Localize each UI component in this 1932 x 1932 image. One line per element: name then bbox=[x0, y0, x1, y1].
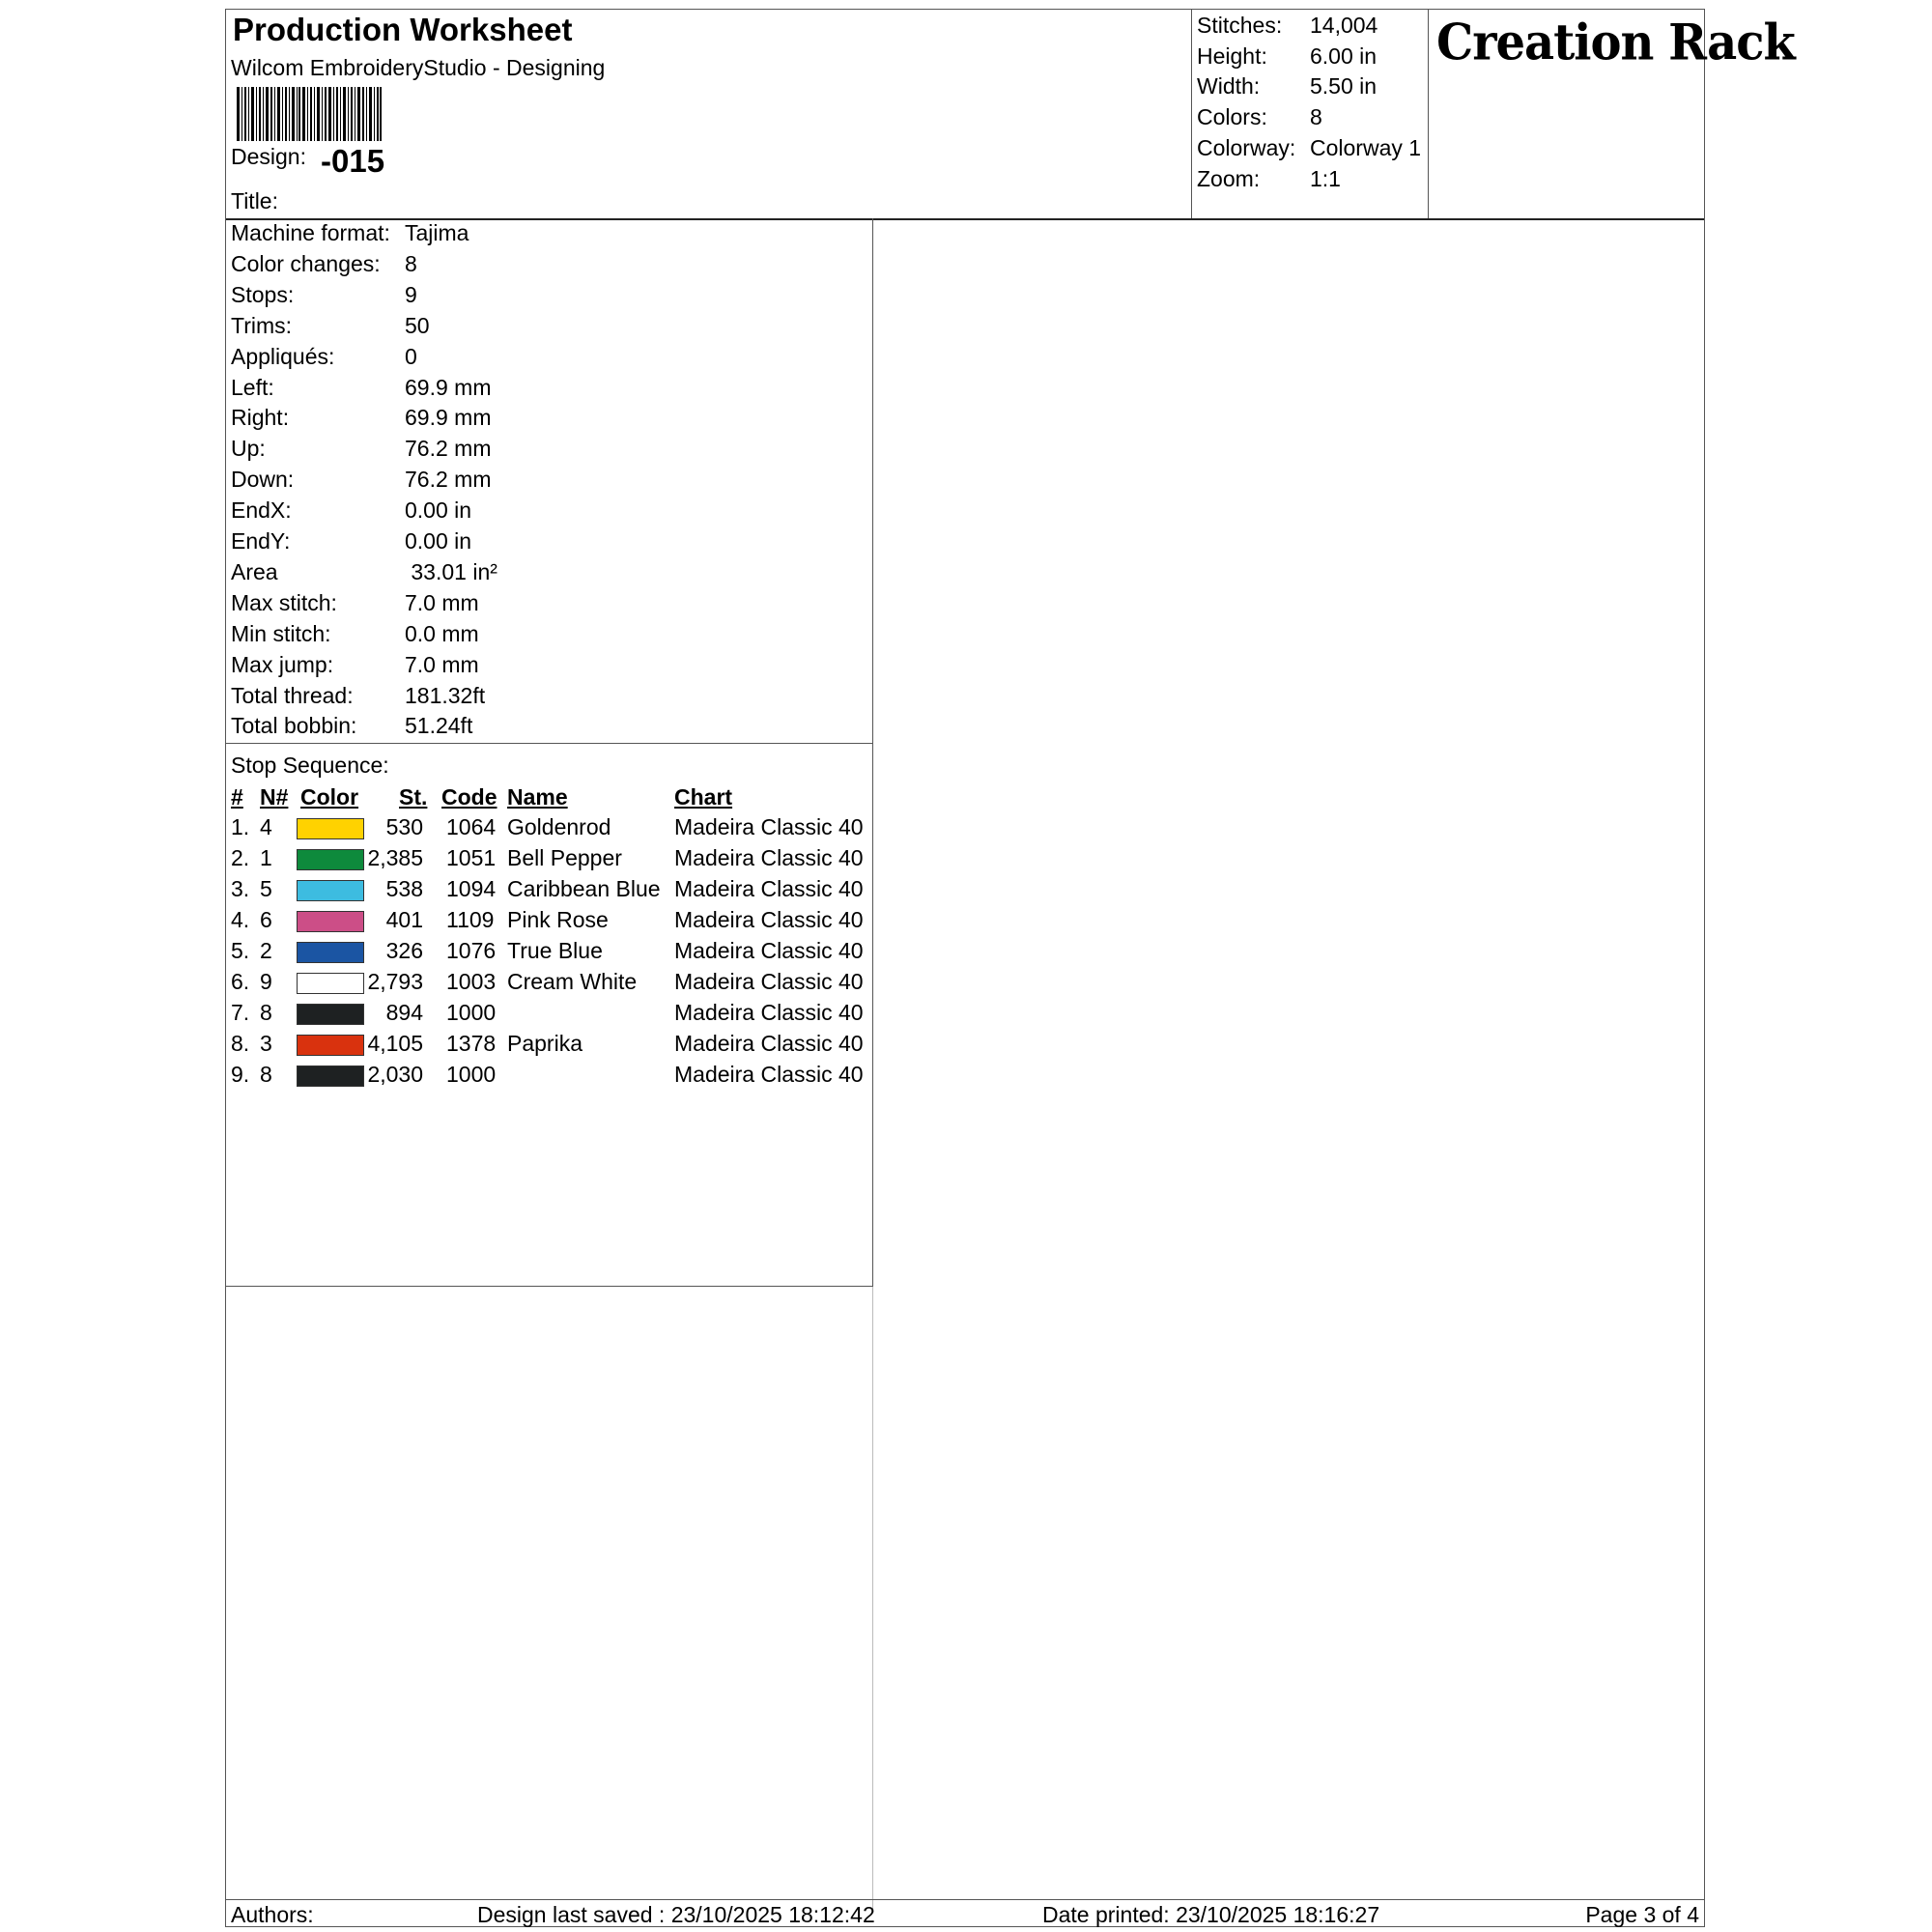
info-value: 8 bbox=[405, 250, 417, 276]
thread-name: Paprika bbox=[507, 1031, 582, 1056]
color-swatch bbox=[297, 1065, 364, 1087]
col-header-name: Name bbox=[507, 784, 568, 810]
info-value: 51.24ft bbox=[405, 713, 473, 739]
thread-chart: Madeira Classic 40 bbox=[674, 969, 864, 994]
stop-index: 4. bbox=[231, 907, 250, 932]
thread-chart: Madeira Classic 40 bbox=[674, 1000, 864, 1025]
col-header-index: # bbox=[231, 784, 243, 810]
info-value: 76.2 mm bbox=[405, 436, 492, 462]
page-footer bbox=[226, 1899, 1704, 1928]
info-label: Machine format: bbox=[231, 220, 390, 245]
needle-number: 8 bbox=[260, 1062, 272, 1087]
footer-date-printed: Date printed: 23/10/2025 18:16:27 bbox=[1042, 1902, 1380, 1927]
needle-number: 9 bbox=[260, 969, 272, 994]
stitch-count: 530 bbox=[385, 814, 423, 839]
info-label: Trims: bbox=[231, 312, 293, 338]
design-summary: Stitches: 14,004 Height: 6.00 in Width: 5.50 in Colors: 8 Colorway: Colorway 1 Zoom: 1:1 bbox=[1191, 10, 1428, 218]
stop-index: 2. bbox=[231, 845, 250, 870]
stop-index: 6. bbox=[231, 969, 250, 994]
worksheet-page bbox=[225, 9, 1795, 1927]
color-swatch bbox=[297, 880, 364, 901]
info-label: Min stitch: bbox=[231, 620, 331, 646]
info-value: 7.0 mm bbox=[405, 651, 479, 677]
needle-number: 5 bbox=[260, 876, 272, 901]
col-header-chart: Chart bbox=[674, 784, 733, 810]
needle-number: 8 bbox=[260, 1000, 272, 1025]
thread-code: 1109 bbox=[446, 907, 495, 932]
thread-chart: Madeira Classic 40 bbox=[674, 907, 864, 932]
brand-panel bbox=[1428, 10, 1795, 218]
thread-name: Pink Rose bbox=[507, 907, 609, 932]
thread-chart: Madeira Classic 40 bbox=[674, 876, 864, 901]
needle-number: 4 bbox=[260, 814, 272, 839]
info-value: 0 bbox=[405, 343, 417, 369]
thread-name: True Blue bbox=[507, 938, 603, 963]
thread-name: Caribbean Blue bbox=[507, 876, 661, 901]
color-swatch bbox=[297, 942, 364, 963]
color-swatch bbox=[297, 973, 364, 994]
info-label: Right: bbox=[231, 405, 290, 431]
info-label: EndY: bbox=[231, 528, 291, 554]
barcode-icon bbox=[237, 87, 382, 141]
info-value: 0.0 mm bbox=[405, 620, 479, 646]
stop-sequence-title: Stop Sequence: bbox=[231, 753, 389, 778]
stitch-count: 2,030 bbox=[367, 1062, 423, 1087]
needle-number: 2 bbox=[260, 938, 272, 963]
stitch-count: 538 bbox=[385, 876, 423, 901]
stop-index: 7. bbox=[231, 1000, 250, 1025]
info-label: EndX: bbox=[231, 497, 292, 524]
footer-authors: Authors: bbox=[231, 1902, 314, 1927]
thread-chart: Madeira Classic 40 bbox=[674, 1031, 864, 1056]
stitch-count: 401 bbox=[385, 907, 423, 932]
info-label: Stops: bbox=[231, 281, 295, 307]
info-label: Color changes: bbox=[231, 250, 381, 276]
stop-sequence-row bbox=[226, 845, 872, 874]
thread-name: Goldenrod bbox=[507, 814, 611, 839]
thread-chart: Madeira Classic 40 bbox=[674, 938, 864, 963]
stop-sequence-row bbox=[226, 876, 872, 905]
thread-chart: Madeira Classic 40 bbox=[674, 814, 864, 839]
info-value: 7.0 mm bbox=[405, 589, 479, 615]
brand-logo: Creation Rack bbox=[1436, 14, 1795, 72]
stitch-count: 326 bbox=[385, 938, 423, 963]
info-label: Total bobbin: bbox=[231, 713, 357, 739]
needle-number: 6 bbox=[260, 907, 272, 932]
stop-index: 3. bbox=[231, 876, 250, 901]
info-label: Total thread: bbox=[231, 682, 354, 708]
page-title: Production Worksheet bbox=[233, 12, 573, 47]
footer-page-number: Page 3 of 4 bbox=[1585, 1902, 1699, 1927]
stitch-count: 894 bbox=[385, 1000, 423, 1025]
thread-code: 1076 bbox=[446, 938, 497, 963]
info-value: 0.00 in bbox=[405, 497, 472, 524]
color-swatch bbox=[297, 1004, 364, 1025]
info-value: 0.00 in bbox=[405, 528, 472, 554]
info-value: 9 bbox=[405, 281, 417, 307]
stop-index: 8. bbox=[231, 1031, 250, 1056]
stop-index: 9. bbox=[231, 1062, 250, 1087]
thread-chart: Madeira Classic 40 bbox=[674, 845, 864, 870]
color-swatch bbox=[297, 911, 364, 932]
thread-code: 1378 bbox=[446, 1031, 497, 1056]
stop-sequence-row bbox=[226, 1031, 872, 1060]
stitch-count: 4,105 bbox=[367, 1031, 423, 1056]
info-label: Max jump: bbox=[231, 651, 334, 677]
software-subtitle: Wilcom EmbroideryStudio - Designing bbox=[231, 55, 606, 80]
thread-code: 1000 bbox=[446, 1062, 497, 1087]
stitch-count: 2,793 bbox=[367, 969, 423, 994]
footer-last-saved: Design last saved : 23/10/2025 18:12:42 bbox=[477, 1902, 875, 1927]
stop-sequence-row bbox=[226, 907, 872, 936]
thread-name: Bell Pepper bbox=[507, 845, 622, 870]
color-swatch bbox=[297, 849, 364, 870]
stop-sequence-row bbox=[226, 814, 872, 843]
info-value: 69.9 mm bbox=[405, 405, 492, 431]
worksheet-header bbox=[226, 10, 1795, 220]
info-label: Down: bbox=[231, 467, 295, 493]
info-value: 33.01 in² bbox=[405, 558, 497, 584]
thread-chart: Madeira Classic 40 bbox=[674, 1062, 864, 1087]
info-label: Appliqués: bbox=[231, 343, 335, 369]
design-number: -015 bbox=[321, 143, 385, 179]
stitch-count: 2,385 bbox=[367, 845, 423, 870]
stop-sequence-row bbox=[226, 969, 872, 998]
color-swatch bbox=[297, 818, 364, 839]
info-value: 69.9 mm bbox=[405, 374, 492, 400]
info-value: Tajima bbox=[405, 220, 469, 245]
needle-number: 3 bbox=[260, 1031, 272, 1056]
col-header-color: Color bbox=[300, 784, 359, 810]
info-value: 181.32ft bbox=[405, 682, 486, 708]
info-label: Up: bbox=[231, 436, 266, 462]
info-label: Area bbox=[231, 558, 278, 584]
thread-name: Cream White bbox=[507, 969, 638, 994]
info-value: 50 bbox=[405, 312, 430, 338]
stop-index: 5. bbox=[231, 938, 250, 963]
thread-code: 1000 bbox=[446, 1000, 497, 1025]
section-divider bbox=[226, 743, 872, 744]
thread-code: 1064 bbox=[446, 814, 497, 839]
col-header-code: Code bbox=[441, 784, 497, 810]
col-header-stitches: St. bbox=[399, 784, 428, 810]
color-swatch bbox=[297, 1035, 364, 1056]
design-label: Design: bbox=[231, 144, 306, 169]
title-label: Title: bbox=[231, 188, 278, 213]
info-value: 76.2 mm bbox=[405, 467, 492, 493]
needle-number: 1 bbox=[260, 845, 272, 870]
stop-sequence-row bbox=[226, 1000, 872, 1029]
info-label: Left: bbox=[231, 374, 274, 400]
thread-code: 1003 bbox=[446, 969, 497, 994]
header-left-panel bbox=[226, 10, 1191, 218]
col-header-needle: N# bbox=[260, 784, 289, 810]
stop-index: 1. bbox=[231, 814, 250, 839]
stop-sequence-row bbox=[226, 1062, 872, 1091]
machine-info-panel bbox=[226, 218, 873, 1287]
thread-code: 1094 bbox=[446, 876, 497, 901]
info-label: Max stitch: bbox=[231, 589, 337, 615]
stop-sequence-row bbox=[226, 938, 872, 967]
thread-code: 1051 bbox=[446, 845, 497, 870]
